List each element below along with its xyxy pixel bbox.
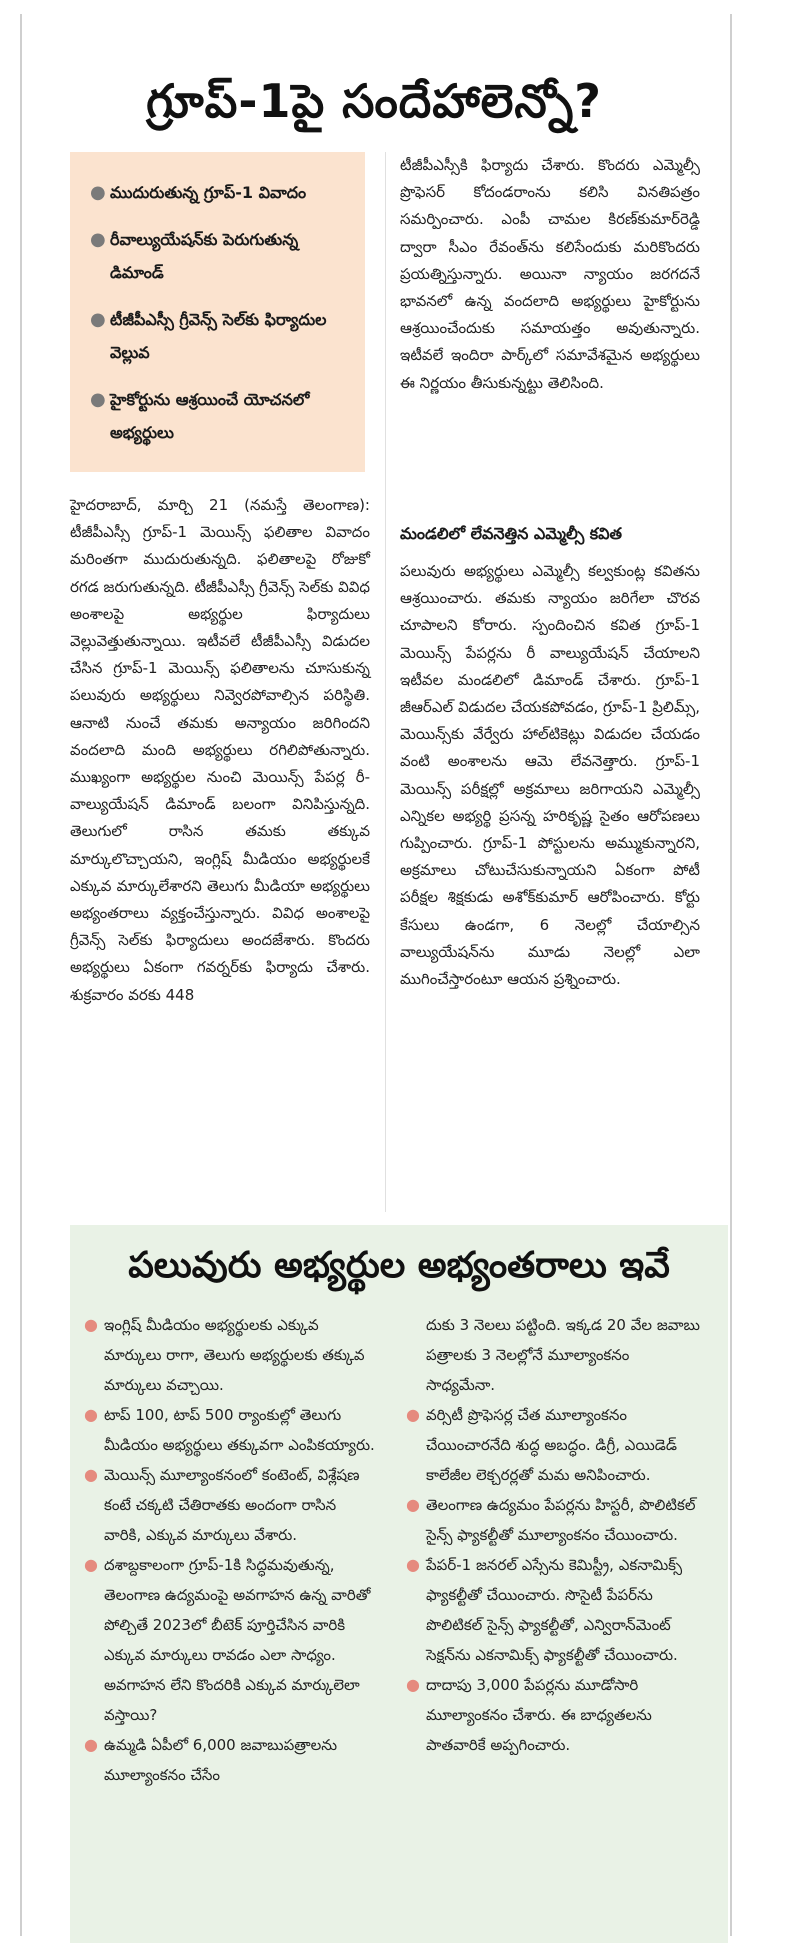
article-right-column-top: టీజీపీఎస్సీకి ఫిర్యాదు చేశారు. కొందరు ఎమ్మెల్సీ ప్రొఫెసర్ కోదండరాంను కలిసి వినతిపత్రం సమర్పించారు. ఎంపీ చామల కిరణ్‌కుమార్‌రెడ్డి ద్వారా సీఎం రేవంత్‌ను కలిసేందుకు మరికొందరు ప్రయత్నిస్తున్నారు. అయినా న్యాయం జరగదనే భావనలో ఉన్న వందలాది అభ్యర్థులు హైకోర్టును ఆశ్రయించేందుకు సమాయత్తం అవుతున్నారు. ఇటీవలే ఇందిరా పార్క్‌లో సమావేశమైన అభ్యర్థులు ఈ నిర్ణయం తీసుకున్నట్టు తెలిసింది.: [400, 156, 700, 392]
bullet-icon: ●: [90, 389, 106, 410]
objection-text: వర్సిటీ ప్రొఫెసర్ల చేత మూల్యాంకనం చేయించారనేది శుద్ధ అబద్ధం. డిగ్రీ, ఎయిడెడ్ కాలేజీల లెక్చరర్లతో మమ అనిపించారు.: [426, 1406, 677, 1484]
objection-text: ఉమ్మడి ఏపీలో 6,000 జవాబుపత్రాలను మూల్యాంకనం చేసేం: [104, 1736, 338, 1784]
bullet-icon: ●: [406, 1555, 420, 1574]
objection-item: [400, 1670, 700, 1760]
column-divider: [385, 152, 386, 1212]
objection-continuation: [400, 1310, 700, 1400]
bullet-icon: ●: [84, 1735, 98, 1754]
highlight-text: హైకోర్టును ఆశ్రయించే యోచనలో అభ్యర్థులు: [110, 390, 310, 442]
bullet-icon: ●: [90, 309, 106, 330]
objection-text: తెలంగాణ ఉద్యమం పేపర్లను హిస్టరీ, పొలిటికల్ సైన్స్ ఫ్యాకల్టీతో మూల్యాంకనం చేయించారు.: [426, 1496, 696, 1544]
objection-text: దశాబ్దకాలంగా గ్రూప్-1కి సిద్ధమవుతున్న, తెలంగాణ ఉద్యమంపై అవగాహన ఉన్న వారితో పోల్చితే 2023లో బీటెక్ పూర్తిచేసిన వారికి ఎక్కువ మార్కులు రావడం ఎలా సాధ్యం. అవగాహన లేని కొందరికి ఎక్కువ మార్కులెలా వస్తాయి?: [104, 1556, 371, 1724]
bullet-icon: ●: [406, 1405, 420, 1424]
objections-title: పలువురు అభ్యర్థుల అభ్యంతరాలు ఇవే: [128, 1245, 670, 1286]
objection-text: ఇంగ్లిష్ మీడియం అభ్యర్థులకు ఎక్కువ మార్కులు రాగా, తెలుగు అభ్యర్థులకు తక్కువ మార్కులు వచ్చాయి.: [104, 1316, 365, 1394]
bullet-icon: ●: [406, 1495, 420, 1514]
objections-left-column: [78, 1310, 378, 1790]
objection-item: [78, 1730, 378, 1790]
bullet-icon: ●: [84, 1465, 98, 1484]
objection-text: మెయిన్స్ మూల్యాంకనంలో కంటెంట్, విశ్లేషణ కంటే చక్కటి చేతిరాతకు అందంగా రాసిన వారికి, ఎక్కువ మార్కులు వేశారు.: [104, 1466, 360, 1544]
article-left-column: హైదరాబాద్, మార్చి 21 (నమస్తే తెలంగాణ): టీజీపీఎస్సీ గ్రూప్-1 మెయిన్స్ ఫలితాల వివాదం మరింతగా ముదురుతున్నది. ఫలితాలపై రోజుకో రగడ జరుగుతున్నది. టీజీపీఎస్సీ గ్రీవెన్స్ సెల్‌కు వివిధ అంశాలపై అభ్యర్థుల ఫిర్యాదులు వెల్లువెత్తుతున్నాయి. ఇటీవలే టీజీపీఎస్సీ విడుదల చేసిన గ్రూప్-1 మెయిన్స్ ఫలితాలను చూసుకున్న పలువురు అభ్యర్థులు నివ్వెరపోవాల్సిన పరిస్థితి. ఆనాటి నుంచే తమకు అన్యాయం జరిగిందని వందలాది మంది అభ్యర్థులు రగిలిపోతున్నారు. ముఖ్యంగా అభ్యర్థుల నుంచి మెయిన్స్ పేపర్ల రీ-వాల్యుయేషన్ డిమాండ్ బలంగా వినిపిస్తున్నది. తెలుగులో రాసిన తమకు తక్కువ మార్కులొచ్చాయని, ఇంగ్లిష్ మీడియం అభ్యర్థులకే ఎక్కువ మార్కులేశారని తెలుగు మీడియా అభ్యర్థులు అభ్యంతరాలు వ్యక్తంచేస్తున్నారు. వివిధ అంశాలపై గ్రీవెన్స్ సెల్‌కు ఫిర్యాదులు అందజేశారు. కొందరు అభ్యర్థులు ఏకంగా గవర్నర్‌కు ఫిర్యాదు చేశారు. శుక్రవారం వరకు 448: [70, 496, 371, 1004]
highlight-item: [88, 223, 353, 289]
highlight-item: [88, 383, 353, 449]
highlight-item: [88, 176, 353, 209]
highlight-text: ముదురుతున్న గ్రూప్-1 వివాదం: [110, 183, 307, 202]
bullet-icon: ●: [84, 1405, 98, 1424]
highlight-text: రీవాల్యుయేషన్‌కు పెరుగుతున్న డిమాండ్: [110, 230, 299, 282]
objection-item: [78, 1310, 378, 1400]
bullet-icon: ●: [90, 182, 106, 203]
objection-item: [78, 1460, 378, 1550]
objection-item: [78, 1550, 378, 1730]
headline: గ్రూప్-1పై సందేహాలెన్నో?: [146, 74, 602, 128]
objection-item: [78, 1400, 378, 1460]
bullet-icon: ●: [90, 229, 106, 250]
objection-text: పేపర్-1 జనరల్ ఎస్సేను కెమిస్ట్రీ, ఎకనామిక్స్ ఫ్యాకల్టీతో చేయించారు. సొసైటీ పేపర్‌ను పొలిటికల్ సైన్స్ ఫ్యాకల్టీతో, ఎన్విరాన్‌మెంట్ సెక్షన్‌ను ఎకనామిక్స్ ఫ్యాకల్టీతో చేయించారు.: [426, 1556, 683, 1664]
subheading: మండలిలో లేవనెత్తిన ఎమ్మెల్సీ కవిత: [400, 524, 622, 543]
bullet-icon: ●: [84, 1315, 98, 1334]
objection-item: [400, 1550, 700, 1670]
highlight-item: [88, 303, 353, 369]
article-right-column-bottom: పలువురు అభ్యర్థులు ఎమ్మెల్సీ కల్వకుంట్ల కవితను ఆశ్రయించారు. తమకు న్యాయం జరిగేలా చొరవ చూపాలని కోరారు. స్పందించిన కవిత గ్రూప్-1 మెయిన్స్ పేపర్లను రీ వాల్యుయేషన్ చేయాలని ఇటీవల మండలిలో డిమాండ్ చేశారు. గ్రూప్-1 జీఆర్‌ఎల్ విడుదల చేయకపోవడం, గ్రూప్-1 ప్రిలిమ్స్, మెయిన్స్‌కు వేర్వేరు హాల్‌టికెట్లు విడుదల చేయడం వంటి అంశాలను ఆమె లేవనెత్తారు. గ్రూప్-1 మెయిన్స్ పరీక్షల్లో అక్రమాలు జరిగాయని ఎమ్మెల్సీ ఎన్నికల అభ్యర్థి ప్రసన్న హరికృష్ణ సైతం ఆరోపణలు గుప్పించారు. గ్రూప్-1 పోస్టులను అమ్ముకున్నారని, అక్రమాలు చోటుచేసుకున్నాయని ఏకంగా పోటీ పరీక్షల శిక్షకుడు అశోక్‌కుమార్ ఆరోపించారు. కోర్టు కేసులు ఉండగా, 6 నెలల్లో చేయాల్సిన వాల్యుయేషన్‌ను మూడు నెలల్లో ఎలా ముగించేస్తారంటూ ఆయన ప్రశ్నించారు.: [400, 562, 700, 989]
objection-text: దుకు 3 నెలలు పట్టింది. ఇక్కడ 20 వేల జవాబు పత్రాలకు 3 నెలల్లోనే మూల్యాంకనం సాధ్యమేనా.: [426, 1316, 700, 1394]
objection-text: టాప్ 100, టాప్ 500 ర్యాంకుల్లో తెలుగు మీడియం అభ్యర్థులు తక్కువగా ఎంపికయ్యారు.: [104, 1406, 375, 1454]
highlights-box: [70, 152, 365, 472]
bullet-icon: ●: [84, 1555, 98, 1574]
objection-item: [400, 1400, 700, 1490]
highlight-text: టీజీపీఎస్సీ గ్రీవెన్స్ సెల్‌కు ఫిర్యాదుల వెల్లువ: [110, 310, 327, 362]
objection-item: [400, 1490, 700, 1550]
objection-text: దాదాపు 3,000 పేపర్లను మూడోసారి మూల్యాంకనం చేశారు. ఈ బాధ్యతలను పాతవారికే అప్పగించారు.: [426, 1676, 652, 1754]
bullet-icon: ●: [406, 1675, 420, 1694]
objections-right-column: [400, 1310, 700, 1760]
